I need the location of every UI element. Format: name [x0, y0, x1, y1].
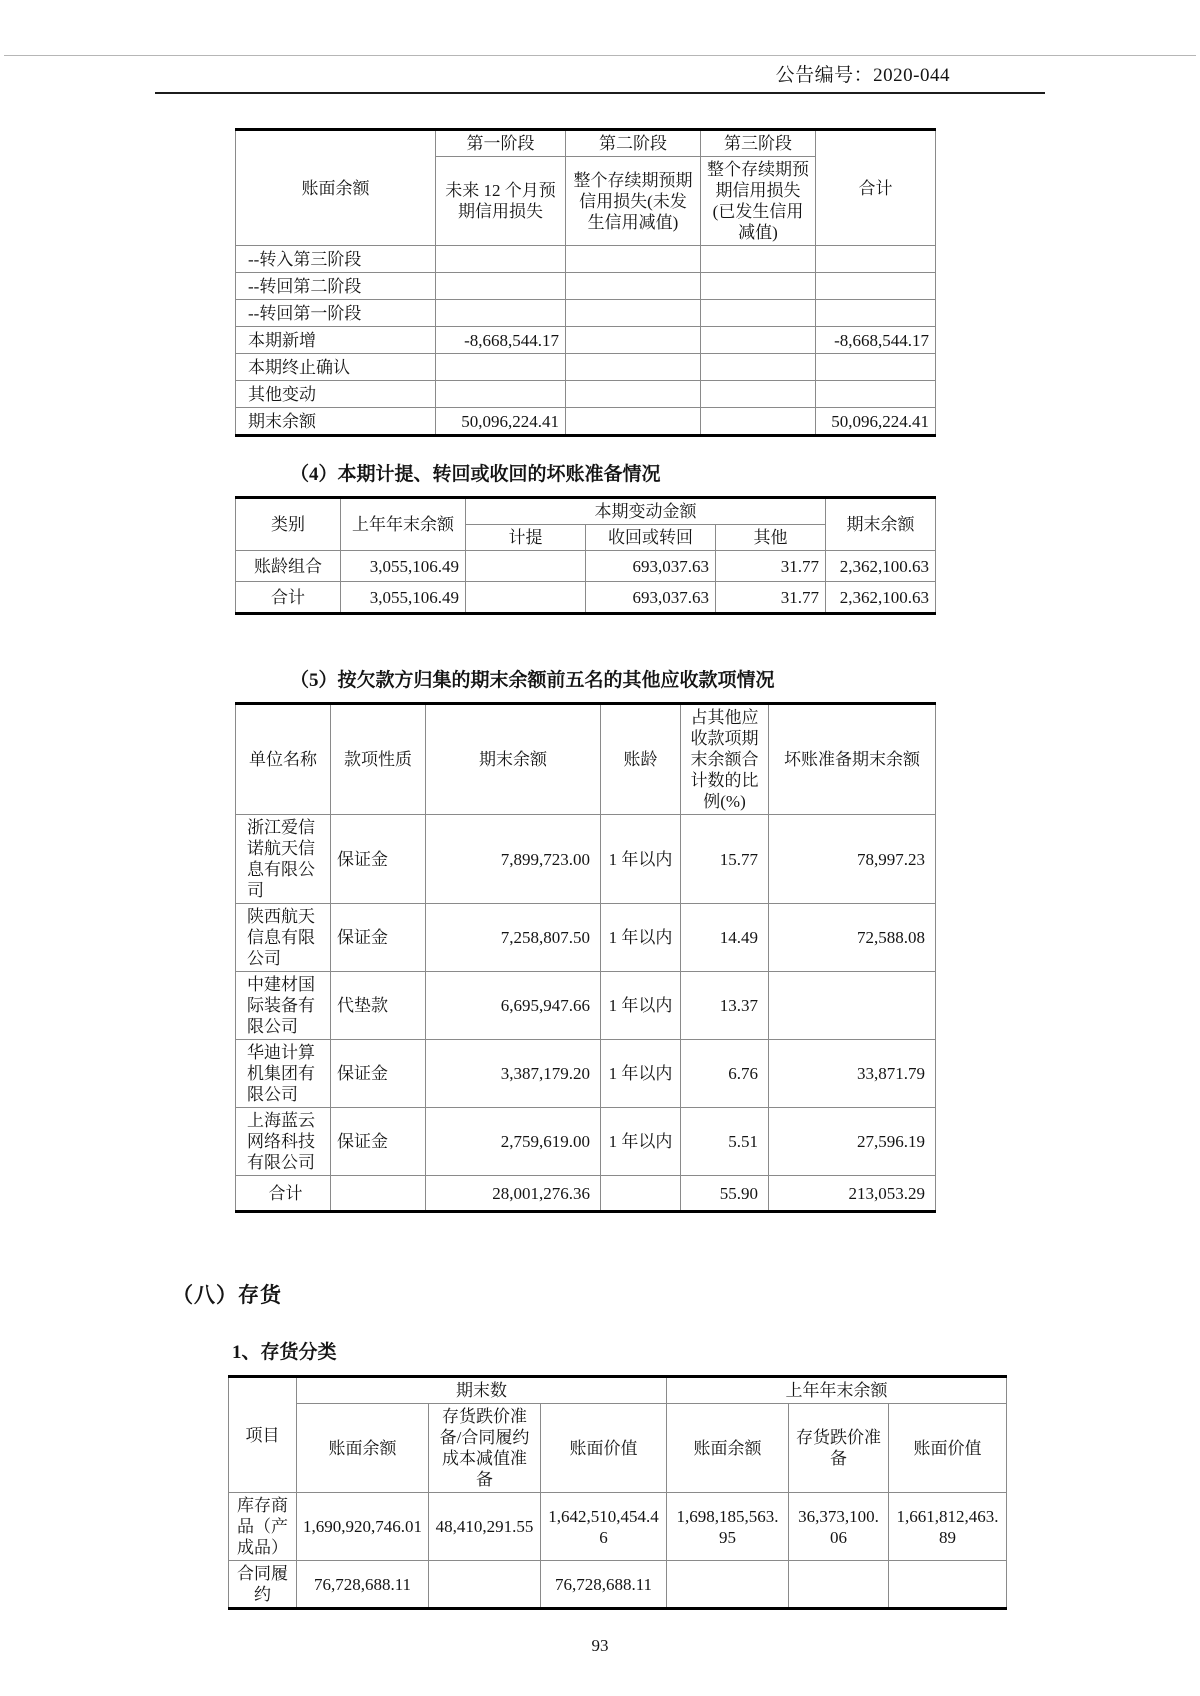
- header-cell-impairment-combined: 存货跌价准备/合同履约成本减值准备: [429, 1404, 541, 1493]
- table-cell: [816, 246, 936, 273]
- table-cell: 合同履约: [229, 1561, 297, 1609]
- table-row: [236, 1176, 936, 1212]
- header-cell-stage3: 第三阶段: [701, 130, 816, 157]
- table-row: [236, 408, 936, 436]
- table-row: [236, 273, 936, 300]
- table-cell: [816, 273, 936, 300]
- inventory-classification-table: [228, 1375, 1007, 1610]
- table-body: [229, 1493, 1007, 1609]
- table-cell: 1 年以内: [601, 1040, 681, 1108]
- header-cell-prev-book-value: 账面价值: [889, 1404, 1007, 1493]
- header-cell-period-end-group: 期末数: [297, 1377, 667, 1404]
- header-cell-stage1-desc: 未来 12 个月预期信用损失: [436, 157, 566, 246]
- table-cell: 合计: [236, 582, 341, 614]
- table-cell: [566, 246, 701, 273]
- table-cell: 15.77: [681, 815, 769, 904]
- table-cell: [566, 300, 701, 327]
- table-cell: 693,037.63: [586, 551, 716, 582]
- section4-title: （4）本期计提、转回或收回的坏账准备情况: [290, 464, 661, 485]
- table-cell: 48,410,291.55: [429, 1493, 541, 1561]
- table-header-row: [236, 498, 936, 525]
- header-cell-category: 类别: [236, 498, 341, 551]
- header-cell-company: 单位名称: [236, 704, 331, 815]
- table-cell: [566, 408, 701, 436]
- header-cell-other: 其他: [716, 525, 826, 551]
- table-cell: 2,759,619.00: [426, 1108, 601, 1176]
- table-cell: [701, 273, 816, 300]
- table-cell: 1,661,812,463.89: [889, 1493, 1007, 1561]
- table-cell: [816, 354, 936, 381]
- table-cell: 华迪计算机集团有限公司: [236, 1040, 331, 1108]
- page-top-hairline: [4, 55, 1196, 56]
- table-cell: 1 年以内: [601, 904, 681, 972]
- table-row: [236, 1108, 936, 1176]
- table-cell: 13.37: [681, 972, 769, 1040]
- table-cell: 中建材国际装备有限公司: [236, 972, 331, 1040]
- table-header-row: [236, 130, 936, 157]
- header-cell-book-balance: 账面余额: [236, 130, 436, 246]
- table-cell: [816, 381, 936, 408]
- table-cell: [436, 381, 566, 408]
- table-cell: 76,728,688.11: [297, 1561, 429, 1609]
- table-row: [236, 246, 936, 273]
- table-cell: 本期终止确认: [236, 354, 436, 381]
- table-cell: 上海蓝云网络科技有限公司: [236, 1108, 331, 1176]
- table-cell: [331, 1176, 426, 1212]
- table-cell: [436, 300, 566, 327]
- table-row: [236, 815, 936, 904]
- table-cell: 保证金: [331, 1040, 426, 1108]
- header-cell-book-balance: 账面余额: [297, 1404, 429, 1493]
- table-cell: 3,387,179.20: [426, 1040, 601, 1108]
- table-cell: [566, 327, 701, 354]
- table-row: [229, 1561, 1007, 1609]
- header-cell-prev-year-group: 上年年末余额: [667, 1377, 1007, 1404]
- table-cell: 33,871.79: [769, 1040, 936, 1108]
- bad-debt-provision-table: [235, 496, 936, 615]
- announcement-number: 公告编号：2020-044: [775, 65, 950, 86]
- table-cell: 1 年以内: [601, 815, 681, 904]
- table-cell: -8,668,544.17: [816, 327, 936, 354]
- table-cell: 其他变动: [236, 381, 436, 408]
- table-row: [236, 354, 936, 381]
- table-cell: 1 年以内: [601, 972, 681, 1040]
- table-cell: 代垫款: [331, 972, 426, 1040]
- table-cell: 31.77: [716, 582, 826, 614]
- table-header: [236, 498, 936, 551]
- table-cell: [889, 1561, 1007, 1609]
- header-cell-stage2-desc: 整个存续期预期信用损失(未发生信用减值): [566, 157, 701, 246]
- header-cell-age: 账龄: [601, 704, 681, 815]
- page-number: 93: [591, 1636, 609, 1655]
- table-cell: 陕西航天信息有限公司: [236, 904, 331, 972]
- top5-other-receivables-table: [235, 702, 936, 1213]
- header-cell-period-end: 期末余额: [826, 498, 936, 551]
- table-cell: 保证金: [331, 815, 426, 904]
- header-cell-recover: 收回或转回: [586, 525, 716, 551]
- table-cell: 2,362,100.63: [826, 551, 936, 582]
- table-cell: 保证金: [331, 904, 426, 972]
- table-row: [236, 904, 936, 972]
- header-cell-prev-impairment: 存货跌价准备: [789, 1404, 889, 1493]
- table-cell: [601, 1176, 681, 1212]
- table-cell: [701, 408, 816, 436]
- table-row: [236, 582, 936, 614]
- table-cell: 14.49: [681, 904, 769, 972]
- table-cell: -8,668,544.17: [436, 327, 566, 354]
- table-cell: 50,096,224.41: [816, 408, 936, 436]
- table-cell: 78,997.23: [769, 815, 936, 904]
- table-row: [236, 327, 936, 354]
- table-cell: 27,596.19: [769, 1108, 936, 1176]
- table-cell: [566, 273, 701, 300]
- table-cell: [566, 381, 701, 408]
- table-header: [236, 130, 936, 246]
- header-cell-stage1: 第一阶段: [436, 130, 566, 157]
- table-cell: [816, 300, 936, 327]
- table-cell: [789, 1561, 889, 1609]
- table-cell: 1,690,920,746.01: [297, 1493, 429, 1561]
- table-cell: [701, 381, 816, 408]
- table-header: [229, 1377, 1007, 1493]
- table-body: [236, 815, 936, 1212]
- table-cell: 6.76: [681, 1040, 769, 1108]
- table-body: [236, 551, 936, 614]
- table-cell: [701, 300, 816, 327]
- table-cell: [701, 327, 816, 354]
- table-cell: 6,695,947.66: [426, 972, 601, 1040]
- table-cell: 期末余额: [236, 408, 436, 436]
- inventory-classification-title: 1、存货分类: [232, 1342, 337, 1363]
- table-row: [236, 551, 936, 582]
- table-row: [236, 381, 936, 408]
- section5-title: （5）按欠款方归集的期末余额前五名的其他应收款项情况: [290, 670, 775, 691]
- table-cell: [466, 551, 586, 582]
- table-header: [236, 704, 936, 815]
- table-cell: 1 年以内: [601, 1108, 681, 1176]
- header-cell-nature: 款项性质: [331, 704, 426, 815]
- table-cell: [769, 972, 936, 1040]
- table-cell: 72,588.08: [769, 904, 936, 972]
- table-cell: 2,362,100.63: [826, 582, 936, 614]
- table-cell: 3,055,106.49: [341, 582, 466, 614]
- header-cell-stage2: 第二阶段: [566, 130, 701, 157]
- table-cell: 36,373,100.06: [789, 1493, 889, 1561]
- section8-title: （八）存货: [172, 1283, 282, 1307]
- header-cell-item: 项目: [229, 1377, 297, 1493]
- page-content: [0, 128, 1200, 1656]
- table-cell: 55.90: [681, 1176, 769, 1212]
- table-cell: [436, 273, 566, 300]
- table-cell: [436, 354, 566, 381]
- table-cell: 账龄组合: [236, 551, 341, 582]
- table-cell: 1,698,185,563.95: [667, 1493, 789, 1561]
- table-cell: [429, 1561, 541, 1609]
- header-rule: [155, 92, 1045, 94]
- table-cell: 693,037.63: [586, 582, 716, 614]
- table-body: [236, 246, 936, 436]
- header-cell-bad-debt: 坏账准备期末余额: [769, 704, 936, 815]
- table-row: [229, 1493, 1007, 1561]
- header-cell-book-value: 账面价值: [541, 1404, 667, 1493]
- table-cell: [701, 246, 816, 273]
- table-cell: --转回第一阶段: [236, 300, 436, 327]
- table-cell: 浙江爱信诺航天信息有限公司: [236, 815, 331, 904]
- header-cell-prev-year-end: 上年年末余额: [341, 498, 466, 551]
- header-cell-total: 合计: [816, 130, 936, 246]
- table-cell: 213,053.29: [769, 1176, 936, 1212]
- header-cell-ratio: 占其他应收款项期末余额合计数的比例(%): [681, 704, 769, 815]
- header-cell-accrual: 计提: [466, 525, 586, 551]
- table-header-row: [229, 1404, 1007, 1493]
- table-cell: 本期新增: [236, 327, 436, 354]
- table-cell: [667, 1561, 789, 1609]
- table-header-row: [229, 1377, 1007, 1404]
- table-cell: --转入第三阶段: [236, 246, 436, 273]
- header-cell-balance: 期末余额: [426, 704, 601, 815]
- table-cell: 库存商品（产成品）: [229, 1493, 297, 1561]
- table-cell: --转回第二阶段: [236, 273, 436, 300]
- table-cell: 3,055,106.49: [341, 551, 466, 582]
- table-cell: 保证金: [331, 1108, 426, 1176]
- table-cell: 76,728,688.11: [541, 1561, 667, 1609]
- table-cell: 7,258,807.50: [426, 904, 601, 972]
- table-row: [236, 972, 936, 1040]
- table-cell: [566, 354, 701, 381]
- table-cell: 5.51: [681, 1108, 769, 1176]
- table-cell: 50,096,224.41: [436, 408, 566, 436]
- header-cell-stage3-desc: 整个存续期预期信用损失(已发生信用减值): [701, 157, 816, 246]
- table-cell: 28,001,276.36: [426, 1176, 601, 1212]
- table-cell: [701, 354, 816, 381]
- table-cell: [436, 246, 566, 273]
- table-row: [236, 1040, 936, 1108]
- header-cell-change-group: 本期变动金额: [466, 498, 826, 525]
- credit-loss-stage-table: [235, 128, 936, 437]
- table-row: [236, 300, 936, 327]
- table-header-row: [236, 704, 936, 815]
- table-cell: 合计: [236, 1176, 331, 1212]
- header-cell-prev-book-balance: 账面余额: [667, 1404, 789, 1493]
- table-cell: 31.77: [716, 551, 826, 582]
- table-cell: [466, 582, 586, 614]
- table-cell: 7,899,723.00: [426, 815, 601, 904]
- table-cell: 1,642,510,454.46: [541, 1493, 667, 1561]
